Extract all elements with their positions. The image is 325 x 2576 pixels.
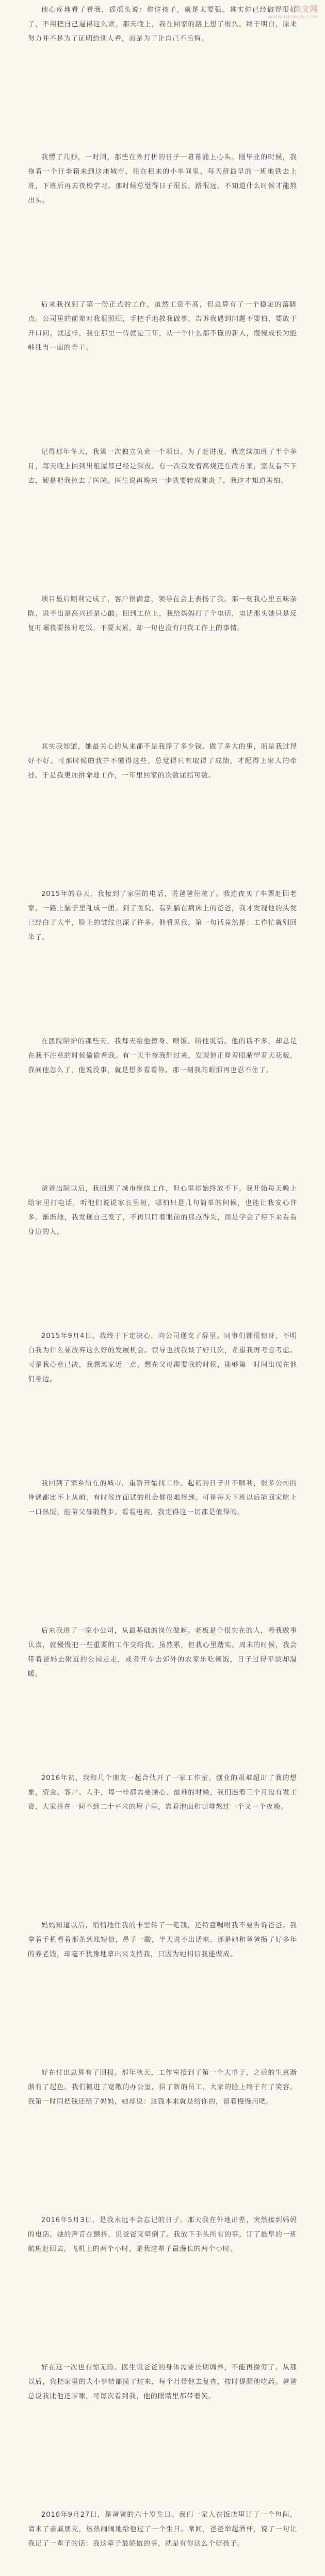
paragraph: 记得那年冬天，我第一次独立负责一个项目。为了赶进度，我连续加班了半个多月，每天晚上回到出租屋都已经是深夜。有一次我发着高烧还在改方案，室友看不下去，硬是把我拉去了医院。医生说再晚来一步就要转成肺炎了，我这才知道害怕。 bbox=[28, 448, 297, 485]
paragraph: 2016年9月27日，是爸爸的六十岁生日。我们一家人在饭店里订了一个包间，请来了亲戚朋友，热热闹闹地给他过了一个生日。席间，爸爸举起酒杯，说了一句让我记了一辈子的话：我这辈子最骄傲的事，就是有你这么个好孩子。 bbox=[28, 2511, 297, 2548]
paragraph: 2016年初，我和几个朋友一起合伙开了一家工作室。创业的艰难超出了我的想象，资金、客户、人手，每一样都需要操心。最难的时候，我们连着三个月没有发工资，大家挤在一间不到二十平米的屋子里，靠着泡面和咖啡熬过一个又一个夜晚。 bbox=[28, 1774, 297, 1811]
paragraph: 后来我找到了第一份正式的工作，虽然工资不高，但总算有了一个稳定的落脚点。公司里的前辈对我很照顾，手把手地教我做事，告诉我遇到问题不要怕，要敢于开口问。就这样，我在那里一待就是三年，从一个什么都不懂的新人，慢慢成长为能够独当一面的骨干。 bbox=[28, 301, 297, 352]
paragraph: 我愣了几秒，一时间，那些在外打拼的日子一幕幕涌上心头。刚毕业的时候，我拖着一个行李箱来到这座城市，住在租来的小单间里，每天挤最早的一班地铁去上班，下班后再去夜校学习。那时候总觉得日子很长，路很远，不知道什么时候才能熬出头。 bbox=[28, 154, 297, 205]
paragraph: 其实我知道，她最关心的从来都不是我挣了多少钱、做了多大的事，而是我过得好不好。可那时候的我并不懂得这些，总觉得只有取得了成绩，才配得上家人的牵挂。于是我更加拼命地工作，一年里回家的次数屈指可数。 bbox=[28, 743, 297, 779]
paragraph: 后来我进了一家小公司，从最基础的岗位做起。老板是个很实在的人，看我做事认真，就慢慢把一些重要的工作交给我。虽然累，但我心里踏实。周末的时候，我会带着爸妈去附近的公园走走，或者开车去郊外的农家乐吃顿饭，日子过得平淡却温暖。 bbox=[28, 1627, 297, 1678]
paragraph: 他心疼地看了看我，摇摇头说：你这孩子，就是太要强。其实你已经做得很好了，不用把自己逼得这么紧。那天晚上，我在回家的路上想了很久，终于明白，原来努力并不是为了证明给别人看，而是为了让自己不后悔。 bbox=[28, 6, 297, 43]
paragraph: 好在付出总算有了回报。那年秋天，工作室接到了第一个大单子，之后的生意渐渐有了起色。我们搬进了宽敞的办公室，招了新的员工，大家的脸上终于有了笑容。我第一时间把钱还给了妈妈，她却说：这钱本来就是给你的，留着慢慢用吧。 bbox=[28, 2069, 297, 2106]
paragraph: 爸爸出院以后，我回到了城市继续工作，但心里却始终放不下。我开始每天晚上给家里打电话，听他们说说家长里短，哪怕只是几句简单的问候，也能让我安心许多。渐渐地，我发现自己变了，不再只盯着眼前的那点得失，而是学会了停下来看看身边的人。 bbox=[28, 1185, 297, 1236]
article-body bbox=[28, 0, 297, 2576]
paragraph: 妈妈知道以后，悄悄地往我的卡里转了一笔钱，还特意嘱咐我不要告诉爸爸。我拿着手机看着那条到账短信，鼻子一酸，半天说不出话来。那是她和爸爸攒了好多年的养老钱，却毫不犹豫地拿出来支持我，只因为她相信我能做成。 bbox=[28, 1922, 297, 1958]
paragraph: 2015年的春天，我接到了家里的电话，说爸爸住院了。我连夜买了车票赶回老家，一路上脑子里乱成一团。到了医院，看到躺在病床上的爸爸，我才发现他的头发已经白了大半，脸上的皱纹也深了许多。他看见我，第一句话竟然是：工作忙就别回来了。 bbox=[28, 890, 297, 941]
paragraph: 项目最后顺利完成了，客户很满意，领导在会上表扬了我。那一刻我心里五味杂陈，说不出是高兴还是心酸。回到工位上，我给妈妈打了个电话，电话那头她只是反复叮嘱我要按时吃饭，不要太累，却一句也没有问我工作上的事情。 bbox=[28, 596, 297, 632]
paragraph: 在医院陪护的那些天，我每天给他擦身、喂饭、陪他说话。他的话不多，却总是在我不注意的时候偷偷看我。有一天半夜我醒过来，发现他正睁着眼睛望着天花板，我问他怎么了，他说没事，就是想多看看你。那一刻我的眼泪再也忍不住了。 bbox=[28, 1038, 297, 1074]
site-logo-name: 美文网 bbox=[293, 4, 318, 14]
paragraph: 好在这一次也有惊无险。医生说爸爸的身体需要长期调养，不能再操劳了。从那以后，我把家里的大小事情都揽了过来，每个月带他去复查，按时提醒他吃药。爸爸总说我比他还啰嗦，可每次看到我，他的眼睛里都带着笑。 bbox=[28, 2364, 297, 2400]
site-logo-url: WWW.MEIWEN.COM bbox=[268, 15, 318, 20]
paragraph: 我回到了家乡所在的城市，重新开始找工作。起初的日子并不顺利，很多公司的待遇都比不上从前，有时候连面试的机会都很难得到。可是每天下班以后能回家吃上一口热饭，能陪父母散散步、看看电视，我觉得这一切都是值得的。 bbox=[28, 1480, 297, 1516]
paragraph: 2016年5月3日，是我永远不会忘记的日子。那天我在外地出差，突然接到妈妈的电话，她的声音在颤抖，说爸爸又晕倒了。我放下手头所有的事，订了最早的一班航班赶回去。飞机上的两个小时，是我这辈子最漫长的两个小时。 bbox=[28, 2216, 297, 2253]
paragraph: 2015年9月4日，我终于下定决心，向公司递交了辞呈。同事们都很惊讶，不明白我为什么要放弃这么好的发展机会。领导也找我谈了好几次，希望我再考虑考虑。可是我心意已决，我想离家近一点，想在父母需要我的时候，能够第一时间出现在他们身边。 bbox=[28, 1332, 297, 1383]
